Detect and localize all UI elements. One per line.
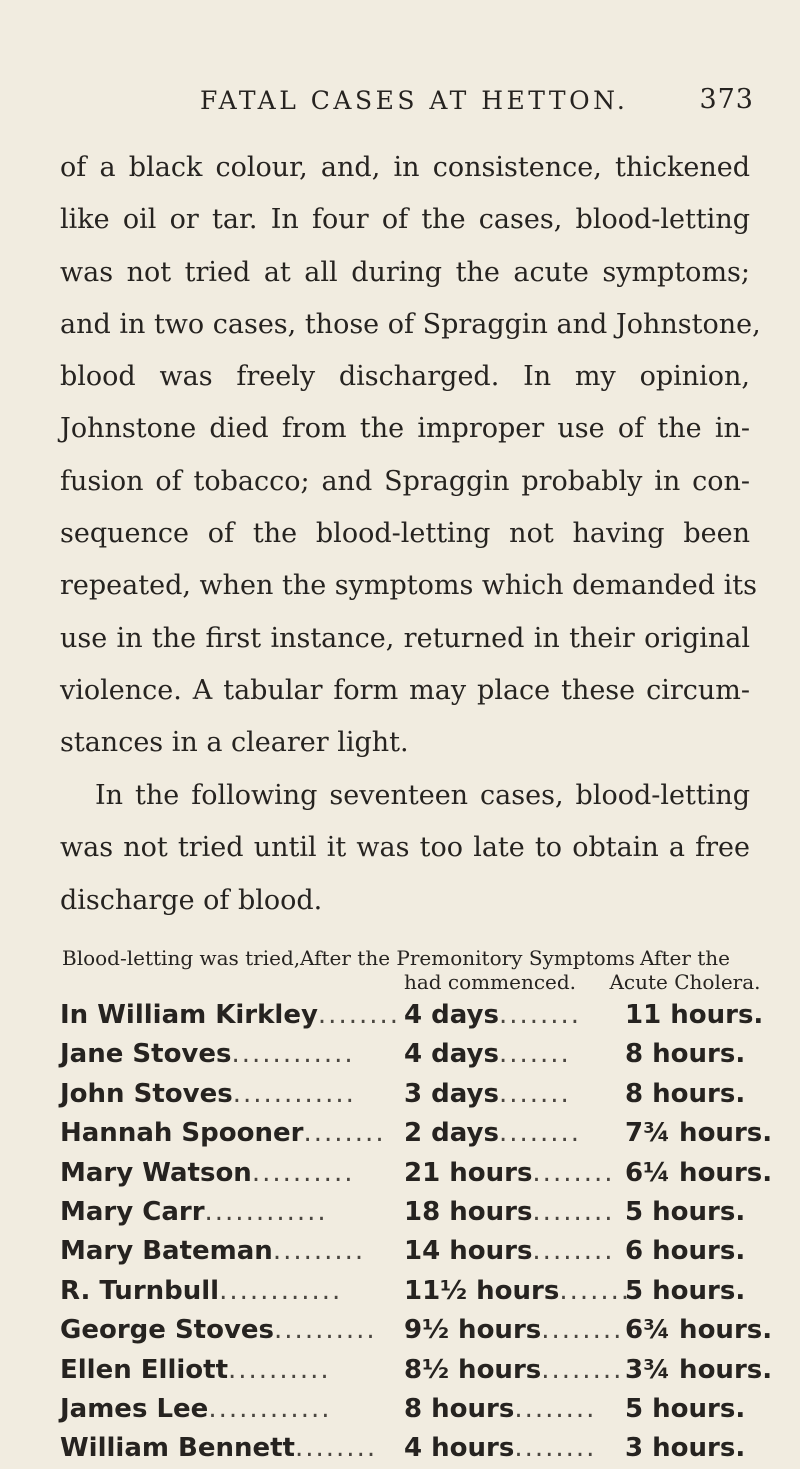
premonitory-duration: 2 days........ [404,1118,582,1149]
column-header-bloodletting [62,946,300,970]
running-title: FATAL CASES AT HETTON. [200,86,629,115]
table-row [60,1114,780,1153]
running-header [0,80,800,130]
table-row [60,1429,780,1468]
premonitory-duration: 18 hours........ [404,1196,615,1227]
table-row [60,1232,780,1271]
column-header-text: After the [639,946,731,970]
column-header-premonitory [300,946,635,994]
table-row [60,1154,780,1193]
table-row [60,996,780,1035]
patient-name: Mary Bateman......... [60,1236,366,1267]
text-line: blood was freely discharged. In my opinion, [60,361,750,393]
column-header-text: Blood-letting was tried, [62,946,301,970]
premonitory-duration: 8½ hours........ [404,1354,624,1385]
text-line: Johnstone died from the improper use of the in- [60,413,750,445]
text-line: violence. A tabular form may place these circum- [60,674,750,706]
table-row [60,1311,780,1350]
paragraph-1 [60,142,761,770]
text-line: In the following seventeen cases, blood-letting [95,780,750,811]
text-line: was not tried at all during the acute symptoms; [60,256,750,288]
column-header-text: After the Premonitory Symptoms [300,946,635,970]
paragraph-2 [60,770,750,927]
premonitory-duration: 4 days........ [404,1000,582,1030]
acute-duration: 5 hours. [625,1275,746,1306]
table-row [60,1193,780,1232]
patient-name: R. Turnbull............ [60,1275,343,1306]
acute-duration: 5 hours. [625,1393,746,1424]
acute-duration: 3¾ hours. [625,1354,773,1385]
patient-name: Jane Stoves............ [60,1039,355,1070]
column-header-text: had commenced. [403,970,577,994]
patient-name: Ellen Elliott.......... [60,1354,331,1385]
patient-name: John Stoves............ [60,1078,356,1109]
text-line: fusion of tobacco; and Spraggin probably in con- [60,465,750,497]
patient-name: William Bennett........ [60,1433,378,1464]
text-line: was not tried until it was too late to obtain a free [60,832,750,864]
patient-name: Mary Watson.......... [60,1157,355,1188]
premonitory-duration: 4 days....... [404,1039,571,1070]
table-row [60,1272,780,1311]
table-row [60,1075,780,1114]
acute-duration: 11 hours. [625,1000,764,1030]
premonitory-duration: 14 hours........ [404,1236,615,1267]
text-line: use in the first instance, returned in their original [60,622,750,654]
patient-name: Mary Carr............ [60,1196,328,1227]
text-line: and in two cases, those of Spraggin and Johnstone, [60,308,761,340]
acute-duration: 7¾ hours. [625,1118,773,1149]
column-header-text: Acute Cholera. [609,970,761,994]
table-row [60,1351,780,1390]
premonitory-duration: 11½ hours........ [404,1275,642,1306]
premonitory-duration: 3 days....... [404,1078,571,1109]
text-line: like oil or tar. In four of the cases, blood-letting [60,204,750,236]
column-header-acute [600,946,770,994]
acute-duration: 3 hours. [625,1433,746,1464]
text-line: stances in a clearer light. [60,727,409,759]
acute-duration: 6¼ hours. [625,1157,773,1188]
acute-duration: 6¾ hours. [625,1315,773,1346]
premonitory-duration: 8 hours........ [404,1393,597,1424]
acute-duration: 8 hours. [625,1039,746,1070]
cases-table [60,996,780,1469]
text-line: of a black colour, and, in consistence, thickened [60,152,750,183]
acute-duration: 6 hours. [625,1236,746,1267]
premonitory-duration: 21 hours........ [404,1157,615,1188]
patient-name: George Stoves.......... [60,1315,377,1346]
patient-name: In William Kirkley........ [60,1000,401,1030]
text-line: sequence of the blood-letting not having been [60,518,750,550]
text-line: discharge of blood. [60,884,323,916]
acute-duration: 5 hours. [625,1196,746,1227]
premonitory-duration: 4 hours........ [404,1433,597,1464]
premonitory-duration: 9½ hours........ [404,1315,624,1346]
text-line: repeated, when the symptoms which demanded its [60,570,757,602]
acute-duration: 8 hours. [625,1078,746,1109]
page-number: 373 [699,84,754,115]
table-row [60,1035,780,1074]
patient-name: Hannah Spooner........ [60,1118,386,1149]
patient-name: James Lee............ [60,1393,332,1424]
table-row [60,1390,780,1429]
